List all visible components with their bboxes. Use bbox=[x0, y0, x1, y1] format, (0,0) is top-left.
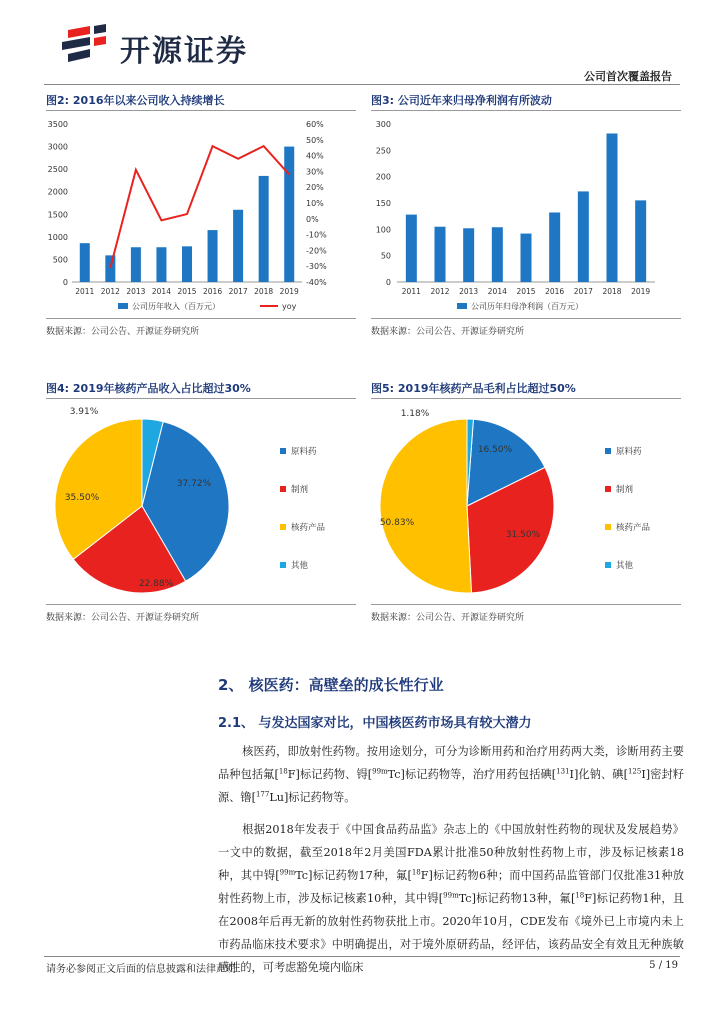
y-tick-label-right: -40% bbox=[306, 278, 327, 287]
x-tick-label: 2014 bbox=[151, 287, 171, 296]
legend-swatch bbox=[280, 524, 286, 530]
profit-bar bbox=[463, 228, 474, 282]
paragraph-2 bbox=[218, 818, 684, 979]
profit-bar bbox=[492, 227, 503, 282]
logo-text: 开源证券 bbox=[120, 34, 248, 69]
x-tick-label: 2013 bbox=[126, 287, 146, 296]
fig3-rule bbox=[371, 110, 681, 111]
p1-sup: 125 bbox=[627, 767, 642, 776]
y-tick-label: 0 bbox=[385, 278, 391, 287]
legend-swatch bbox=[280, 562, 286, 568]
p1-text: Tc]标记药物等，治疗用药包括碘[ bbox=[387, 768, 557, 781]
profit-bar bbox=[578, 191, 589, 282]
legend-swatch bbox=[605, 448, 611, 454]
footer-rule bbox=[44, 956, 680, 957]
x-tick-label: 2019 bbox=[279, 287, 299, 296]
section-2-title: 2、 核医药：高壁垒的成长性行业 bbox=[218, 676, 444, 694]
x-tick-label: 2013 bbox=[459, 287, 479, 296]
y-tick-label-left: 2500 bbox=[47, 165, 68, 175]
x-tick-label: 2018 bbox=[254, 287, 274, 296]
fig2-source: 数据来源：公司公告、开源证券研究所 bbox=[46, 327, 200, 337]
y-tick-label: 150 bbox=[375, 199, 391, 208]
legend-swatch bbox=[280, 448, 286, 454]
p1-text: F]标记药物、锝[ bbox=[287, 768, 373, 781]
p1-text: I]化钠、碘[ bbox=[569, 768, 628, 781]
legend-label: 核药产品 bbox=[616, 523, 651, 533]
y-tick-label-right: -20% bbox=[306, 246, 327, 256]
y-tick-label-right: 20% bbox=[306, 183, 324, 193]
profit-bar bbox=[406, 215, 417, 282]
header-rule bbox=[44, 84, 680, 85]
legend-swatch bbox=[605, 524, 611, 530]
x-tick-label: 2015 bbox=[516, 287, 536, 296]
pie-data-label: 31.50% bbox=[505, 530, 541, 540]
y-tick-label-right: 10% bbox=[306, 199, 324, 208]
page-number: 5 / 19 bbox=[649, 960, 678, 971]
pie-data-label: 1.18% bbox=[400, 409, 430, 419]
x-tick-label: 2012 bbox=[100, 287, 120, 296]
y-tick-label-left: 1500 bbox=[47, 210, 68, 220]
y-tick-label-right: 60% bbox=[306, 120, 324, 129]
profit-bar bbox=[521, 234, 532, 282]
revenue-bar bbox=[182, 246, 192, 282]
paragraph-1 bbox=[218, 740, 684, 809]
fig5-rule bbox=[371, 398, 681, 399]
legend-label: 其他 bbox=[616, 561, 634, 571]
fig4-chart bbox=[46, 402, 356, 602]
fig3-source: 数据来源：公司公告、开源证券研究所 bbox=[371, 327, 525, 337]
pie-data-label: 37.72% bbox=[176, 479, 212, 489]
p1-sup: 131 bbox=[556, 767, 570, 776]
y-tick-label: 300 bbox=[375, 120, 391, 129]
revenue-bar bbox=[105, 255, 115, 282]
legend-label-profit: 公司历年归母净利润（百万元） bbox=[471, 302, 583, 311]
legend-swatch bbox=[280, 486, 286, 492]
y-tick-label-right: -10% bbox=[306, 230, 327, 240]
fig4-rule bbox=[46, 398, 356, 399]
fig3-chart bbox=[365, 114, 685, 318]
fig2-rule bbox=[46, 110, 356, 111]
y-tick-label: 200 bbox=[375, 172, 391, 182]
p2-sup: 99m bbox=[443, 891, 459, 900]
x-tick-label: 2016 bbox=[545, 287, 565, 296]
legend-label: 原料药 bbox=[616, 447, 642, 457]
fig3-bottom-rule bbox=[371, 318, 681, 319]
pie-data-label: 22.88% bbox=[138, 579, 174, 589]
y-tick-label: 100 bbox=[375, 225, 391, 235]
fig2-bottom-rule bbox=[46, 318, 356, 319]
y-tick-label-left: 2000 bbox=[47, 187, 68, 197]
fig4-bottom-rule bbox=[46, 604, 356, 605]
profit-bar bbox=[435, 227, 446, 282]
y-tick-label: 50 bbox=[380, 251, 391, 261]
p1-text: 核医药，即放射性药物。按用途划分，可分为诊断用药和治疗用药两大类，诊断用药主要品种包括氟[ bbox=[218, 745, 684, 781]
legend-label: 制剂 bbox=[616, 485, 634, 495]
fig5-chart bbox=[371, 402, 681, 602]
revenue-bar bbox=[233, 210, 243, 282]
x-tick-label: 2018 bbox=[602, 287, 622, 296]
section-2-1-title: 2.1、 与发达国家对比，中国核医药市场具有较大潜力 bbox=[218, 716, 532, 731]
y-tick-label-right: 50% bbox=[306, 135, 324, 145]
y-tick-label: 250 bbox=[375, 146, 391, 156]
pie-data-label: 16.50% bbox=[477, 445, 513, 455]
profit-bar bbox=[549, 212, 560, 282]
y-tick-label-right: -30% bbox=[306, 262, 327, 272]
profit-bar bbox=[607, 133, 618, 282]
p1-text: Lu]标记药物等。 bbox=[269, 791, 356, 804]
y-tick-label-left: 3500 bbox=[47, 120, 68, 129]
y-tick-label-right: 0% bbox=[306, 214, 319, 224]
fig2-chart bbox=[40, 114, 360, 318]
fig4-source: 数据来源：公司公告、开源证券研究所 bbox=[46, 613, 200, 623]
p2-sup: 18 bbox=[575, 891, 585, 900]
revenue-bar bbox=[259, 176, 269, 282]
x-tick-label: 2011 bbox=[75, 287, 95, 296]
logo-mark-icon bbox=[62, 24, 106, 62]
legend-label: 其他 bbox=[291, 561, 309, 571]
p2-text: Tc]标记药物13种，氟[ bbox=[458, 892, 576, 905]
revenue-bar bbox=[156, 247, 166, 282]
fig3-title: 图3: 公司近年来归母净利润有所波动 bbox=[371, 94, 552, 107]
report-type: 公司首次覆盖报告 bbox=[584, 70, 672, 83]
x-tick-label: 2017 bbox=[228, 287, 248, 296]
p2-text: Tc]标记药物17种，氟[ bbox=[295, 869, 412, 882]
legend-label-revenue: 公司历年收入（百万元） bbox=[132, 302, 220, 311]
pie-data-label: 3.91% bbox=[69, 407, 99, 417]
revenue-bar bbox=[131, 247, 141, 282]
x-tick-label: 2011 bbox=[401, 287, 421, 296]
pie-slice bbox=[380, 419, 472, 593]
x-tick-label: 2017 bbox=[573, 287, 593, 296]
legend-label: 原料药 bbox=[291, 447, 317, 457]
p1-text: I]密封籽源、镥[ bbox=[218, 768, 684, 804]
p2-sup: 99m bbox=[279, 868, 296, 877]
pie-data-label: 50.83% bbox=[379, 518, 415, 528]
x-tick-label: 2016 bbox=[203, 287, 223, 296]
legend-swatch-profit bbox=[457, 303, 467, 309]
legend-label: 核药产品 bbox=[291, 523, 326, 533]
x-tick-label: 2014 bbox=[487, 287, 507, 296]
p2-sup: 18 bbox=[411, 868, 421, 877]
y-tick-label-left: 1000 bbox=[47, 232, 68, 242]
revenue-bar bbox=[208, 230, 218, 282]
p1-sup: 99m bbox=[372, 767, 388, 776]
legend-label-yoy: yoy bbox=[282, 302, 297, 311]
y-tick-label-right: 30% bbox=[306, 167, 324, 177]
fig5-bottom-rule bbox=[371, 604, 681, 605]
p1-sup: 18 bbox=[278, 767, 288, 776]
legend-swatch bbox=[605, 486, 611, 492]
pie-data-label: 35.50% bbox=[64, 493, 100, 503]
fig4-title: 图4: 2019年核药产品收入占比超过30% bbox=[46, 382, 251, 395]
p2-text: 根据2018年发表于《中国食品药品监》杂志上的《中国放射性药物的现状及发展趋势》一文中的数据，截至2018年2月美国FDA累计批准50种放射性药物上市，涉及标记核素18种，其中锝[ bbox=[218, 823, 684, 882]
y-tick-label-left: 3000 bbox=[47, 142, 68, 152]
x-tick-label: 2012 bbox=[430, 287, 450, 296]
profit-bar bbox=[635, 200, 646, 282]
fig5-source: 数据来源：公司公告、开源证券研究所 bbox=[371, 613, 525, 623]
footer-disclaimer: 请务必参阅正文后面的信息披露和法律声明 bbox=[46, 964, 236, 975]
p2-text: F]标记药物6种；而中国药品监管部门仅批准31种放射性药物上市，涉及标记核素10种，其中锝[ bbox=[218, 869, 684, 905]
p1-sup: 177 bbox=[255, 790, 270, 799]
y-tick-label-left: 0 bbox=[62, 278, 68, 287]
fig5-title: 图5: 2019年核药产品毛利占比超过50% bbox=[371, 382, 576, 395]
revenue-bar bbox=[284, 147, 294, 282]
revenue-bar bbox=[80, 243, 90, 282]
x-tick-label: 2019 bbox=[631, 287, 651, 296]
x-tick-label: 2015 bbox=[177, 287, 197, 296]
legend-swatch bbox=[605, 562, 611, 568]
legend-label: 制剂 bbox=[291, 485, 309, 495]
y-tick-label-left: 500 bbox=[52, 255, 68, 265]
fig2-title: 图2: 2016年以来公司收入持续增长 bbox=[46, 94, 225, 107]
legend-swatch-revenue bbox=[118, 303, 128, 309]
y-tick-label-right: 40% bbox=[306, 151, 324, 161]
p2-text: F]标记药物1种，且在2008年后再无新的放射性药物获批上市。2020年10月，CDE发布《境外已上市境内未上市药品临床技术要求》中明确提出，对于境外原研药品，经评估，该药品安全有效且无种族敏感性的，可考虑豁免境内临床 bbox=[218, 892, 684, 974]
